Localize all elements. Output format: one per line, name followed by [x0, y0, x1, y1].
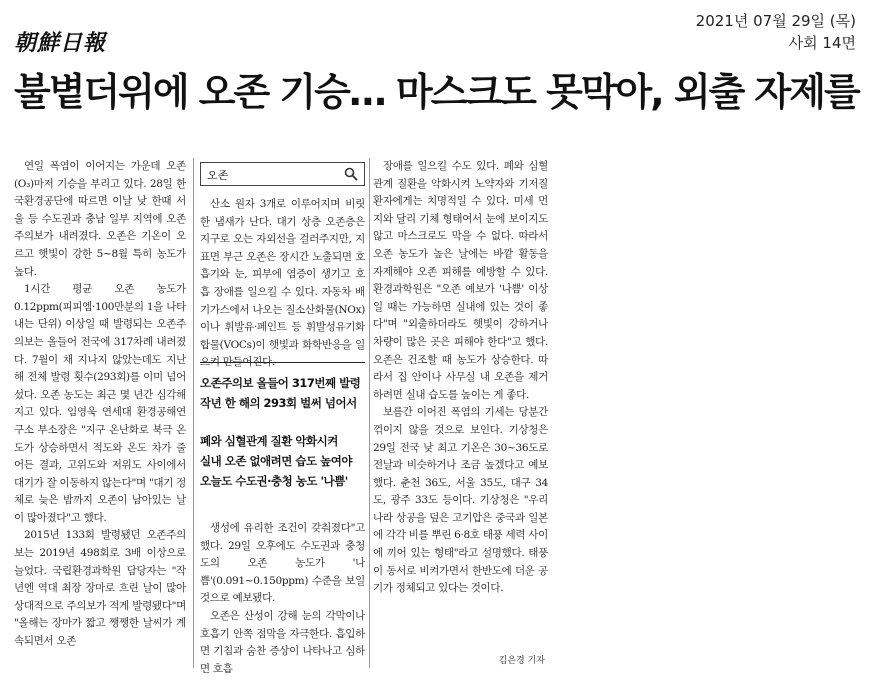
- paragraph: 연일 폭염이 이어지는 가운데 오존(O₃)마저 기승을 부리고 있다. 28일 한국환경공단에 따르면 이날 낮 한때 서울 등 수도권과 충남 일부 지역에 오존주의보가 내려졌다. 오존은 기온이 오르고 햇빛이 강한 5~8월 특히 농도가 높다.: [14, 160, 186, 278]
- paragraph: 장애를 일으킬 수도 있다. 폐와 심혈관계 질환을 악화시켜 노약자와 기저질환자에게는 치명적일 수 있다. 미세 먼지와 달리 기체 형태여서 눈에 보이지도 않고 마스크로도 막을 수 없다. 따라서 오존 농도가 높은 날에는 바깥 활동을 자제해야 오존 피해를 예방할 수 있다. 환경과학원은 "오존 예보가 '나쁨' 이상일 때는 가능하면 실내에 있는 것이 좋다"며 "외출하더라도 햇빛이 강하거나 차량이 많은 곳은 피해야 한다"고 했다. 오존은 건조할 때 농도가 상승한다. 따라서 집 안이나 사무실 내 오존을 제거하려면 실내 습도를 높이는 게 좋다.: [373, 160, 548, 401]
- subheadline: 작년 한 해의 293회 벌써 넘어서: [200, 396, 357, 410]
- subheadline: 폐와 심혈관계 질환 악화시켜: [200, 434, 338, 448]
- issue-date: 2021년 07월 29일 (목): [695, 12, 856, 30]
- ozone-explainer: [200, 196, 365, 369]
- search-keyword: 오존: [207, 169, 229, 182]
- paragraph: 생성에 유리한 조건이 갖춰졌다"고 했다. 29일 오후에도 수도권과 충청도의 오존 농도가 '나쁨'(0.091~0.150ppm) 수준을 보일 것으로 예보됐다.: [200, 522, 365, 605]
- page-header: [0, 0, 870, 60]
- paragraph: 산소 원자 3개로 이루어지며 비릿한 냄새가 난다. 대기 상층 오존층은 지구로 오는 자외선을 걸러주지만, 지표면 부근 오존은 장시간 노출되면 호흡기와 눈, 피부에 염증이 생기고 호흡 장애를 일으킬 수 있다. 자동차 배기가스에서 나오는 질소산화물(NOx)이나 휘발유·페인트 등 휘발성유기화합물(VOCs)이 햇빛과 화학반응을 일으켜 만들어진다.: [200, 198, 365, 369]
- subheadline-block: [200, 362, 365, 513]
- subheadline: 실내 오존 없애려면 습도 높여야: [200, 454, 352, 468]
- paragraph: 보름간 이어진 폭염의 기세는 당분간 꺾이지 않을 것으로 보인다. 기상청은 29일 전국 낮 최고 기온은 30~36도로 전날과 비슷하거나 조금 높겠다고 예보했다. 춘천 36도, 서울 35도, 대구 34도, 광주 33도 등이다. 기상청은 "우리나라 상공을 덮은 고기압은 중국과 일본에 각각 비를 뿌린 6·8호 태풍 세력 사이에 끼어 있는 형태"라고 설명했다. 태풍이 동서로 비켜가면서 한반도에 더운 공기가 정체되고 있다는 것이다.: [373, 406, 548, 595]
- subhead-group-1: [200, 373, 360, 413]
- subheadline: 오늘도 수도권·충청 농도 '나쁨': [200, 474, 348, 488]
- section-page: 사회 14면: [788, 34, 856, 52]
- subhead-group-2: [200, 431, 352, 491]
- paragraph: 오존은 산성이 강해 눈의 각막이나 호흡기 안쪽 점막을 자극한다. 흡입하면 기침과 숨찬 증상이 나타나고 심하면 호흡: [200, 609, 365, 675]
- article-column-2: [200, 520, 365, 675]
- newspaper-masthead: 朝鮮日報: [14, 30, 107, 56]
- article-headline: 불볕더위에 오존 기승… 마스크도 못막아, 외출 자제를: [14, 70, 859, 114]
- subheadline: 오존주의보 올들어 317번째 발령: [200, 376, 361, 390]
- article-column-3: [373, 158, 548, 668]
- keyword-search-box[interactable]: [200, 162, 365, 186]
- paragraph: 1시간 평균 오존 농도가 0.12ppm(피피엠·100만분의 1을 나타내는 단위) 이상일 때 발령되는 오존주의보는 올들어 전국에 317차례 내려졌다. 7월이 채 지나지 않았는데도 지난해 전체 발령 횟수(293회)를 이미 넘어섰다. 오존 농도는 최근 몇 년간 심각해지고 있다. 임영욱 연세대 환경공해연구소 부소장은 "지구 온난화로 북극 온도가 상승하면서 적도와 온도 차가 줄어든 결과, 고위도와 저위도 사이에서 대기가 잘 이동하지 않는다"며 "대기 정체로 늦은 밤까지 오존이 남아있는 날이 많아졌다"고 했다.: [14, 283, 186, 524]
- column-divider: [193, 158, 194, 668]
- search-icon[interactable]: [344, 167, 358, 181]
- paragraph: 2015년 133회 발령됐던 오존주의보는 2019년 498회로 3배 이상으로 늘었다. 국립환경과학원 담당자는 "작년엔 역대 최장 장마로 흐린 날이 많아 상대적으로 주의보가 적게 발령됐다"며 "올해는 장마가 짧고 쨍쨍한 날씨가 계속되면서 오존: [14, 529, 186, 648]
- article-column-1: [14, 158, 186, 668]
- reporter-byline: 김은경 기자: [498, 656, 545, 666]
- column-divider: [369, 158, 370, 668]
